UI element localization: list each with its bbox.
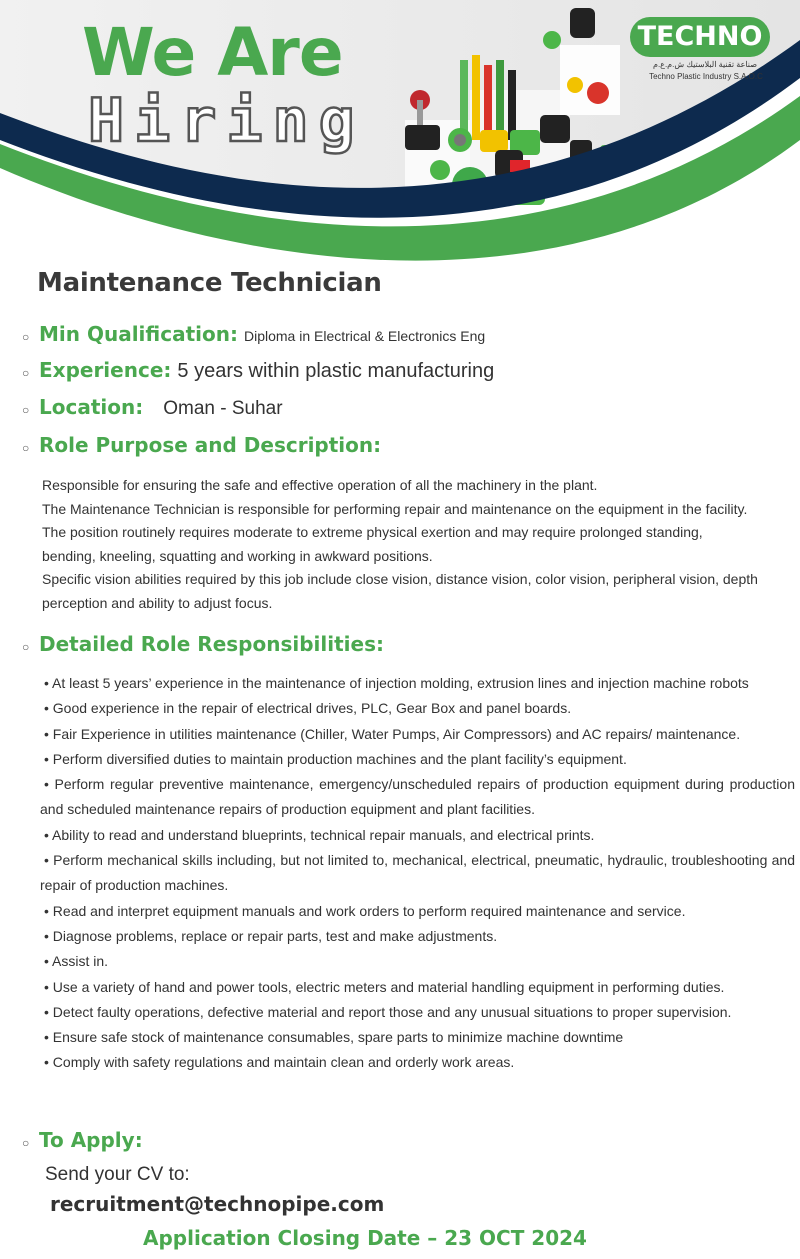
- responsibility-item: • At least 5 years’ experience in the maintenance of injection molding, extrusion lines and injection machine robots: [44, 675, 749, 691]
- logo-arabic-name: صناعة تقنية البلاستيك ش.م.ع.م: [653, 60, 757, 69]
- responsibility-item: • Perform mechanical skills including, but not limited to, mechanical, electrical, pneumatic, hydraulic, troubleshooting and repair of production machines.: [40, 852, 795, 894]
- responsibilities-heading: [22, 632, 390, 656]
- circle-bullet-icon: ○: [22, 640, 30, 654]
- to-apply-heading: [22, 1128, 149, 1152]
- responsibility-item: • Perform regular preventive maintenance, emergency/unscheduled repairs of production equipment during production and scheduled maintenance repairs of production equipment and plant facilities.: [40, 776, 795, 818]
- logo-company-name: Techno Plastic Industry S.A.O.C: [649, 72, 763, 81]
- we-are-heading: We Are: [82, 14, 343, 91]
- field-min-qualification: [22, 322, 485, 346]
- field-label: Min Qualification:: [39, 322, 238, 346]
- description-paragraph: Specific vision abilities required by this job include close vision, distance vision, color vision, peripheral vision, depth perception and ability to adjust focus.: [42, 571, 758, 611]
- circle-bullet-icon: ○: [22, 1136, 30, 1150]
- section-heading: Role Purpose and Description:: [39, 433, 382, 457]
- responsibilities-list: [40, 671, 795, 1076]
- field-label: Experience:: [39, 358, 172, 382]
- field-value: 5 years within plastic manufacturing: [177, 360, 495, 382]
- job-title: Maintenance Technician: [37, 268, 382, 298]
- hiring-heading: Hiring: [88, 86, 365, 156]
- responsibility-item: • Detect faulty operations, defective material and report those and any unusual situations to proper supervision.: [44, 1003, 732, 1020]
- closing-date: Application Closing Date – 23 OCT 2024: [143, 1226, 587, 1250]
- circle-bullet-icon: ○: [22, 330, 30, 344]
- field-value: Diploma in Electrical & Electronics Eng: [243, 328, 486, 344]
- circle-bullet-icon: ○: [22, 366, 30, 380]
- description-paragraph: The Maintenance Technician is responsible for performing repair and maintenance on the equipment in the facility. The position routinely requires moderate to extreme physical exertion and may require prolonged standing, bending, kneeling, squatting and working in awkward positions.: [42, 500, 748, 564]
- description-paragraph: Responsible for ensuring the safe and effective operation of all the machinery in the plant.: [42, 477, 598, 493]
- field-location: [22, 395, 283, 420]
- responsibility-item: • Perform diversified duties to maintain production machines and the plant facility’s equipment.: [44, 750, 627, 767]
- responsibility-item: • Ability to read and understand blueprints, technical repair manuals, and electrical prints.: [44, 826, 595, 843]
- techno-logo: TECHNO: [630, 17, 770, 57]
- recruitment-email-link[interactable]: recruitment@technopipe.com: [50, 1192, 385, 1216]
- field-experience: [22, 358, 494, 383]
- responsibility-item: • Good experience in the repair of electrical drives, PLC, Gear Box and panel boards.: [44, 700, 572, 717]
- field-label: Location:: [39, 395, 144, 419]
- field-value: Oman - Suhar: [163, 398, 283, 419]
- responsibility-item: • Fair Experience in utilities maintenance (Chiller, Water Pumps, Air Compressors) and AC repairs/ maintenance.: [44, 725, 741, 742]
- responsibility-item: • Use a variety of hand and power tools, electric meters and material handling equipment in performing duties.: [44, 978, 725, 995]
- circle-bullet-icon: ○: [22, 403, 30, 417]
- role-purpose-heading: [22, 433, 387, 457]
- responsibility-item: • Comply with safety regulations and maintain clean and orderly work areas.: [44, 1054, 515, 1071]
- send-cv-text: Send your CV to:: [45, 1164, 190, 1185]
- responsibility-item: • Ensure safe stock of maintenance consumables, spare parts to minimize machine downtime: [44, 1029, 624, 1046]
- responsibility-item: • Assist in.: [44, 953, 109, 970]
- circle-bullet-icon: ○: [22, 441, 30, 455]
- role-description: [42, 474, 800, 616]
- section-heading: To Apply:: [39, 1128, 143, 1152]
- section-heading: Detailed Role Responsibilities:: [39, 632, 384, 656]
- responsibility-item: • Read and interpret equipment manuals and work orders to perform required maintenance and service.: [44, 902, 686, 919]
- header-banner: [0, 0, 800, 270]
- responsibility-item: • Diagnose problems, replace or repair parts, test and make adjustments.: [44, 927, 498, 944]
